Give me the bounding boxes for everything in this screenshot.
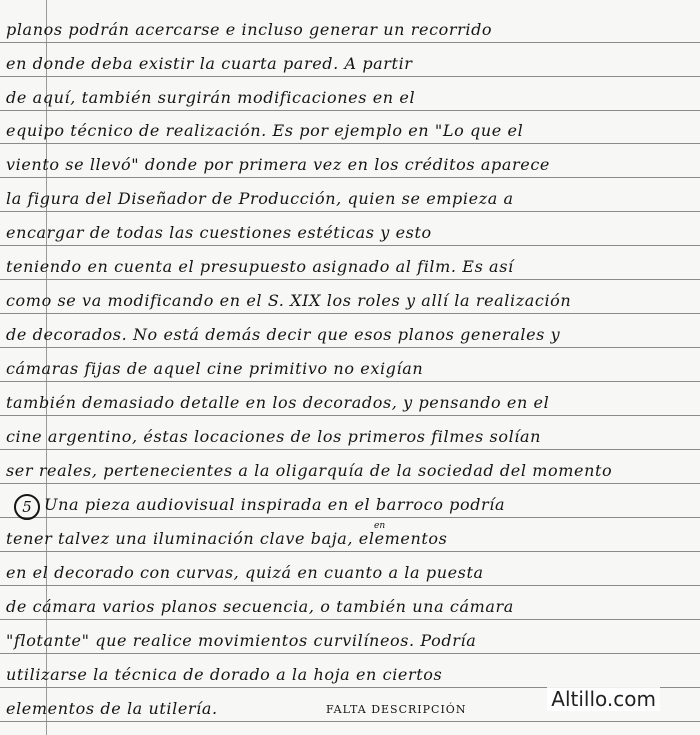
rule [0,211,700,212]
handwritten-line: tener talvez una iluminación clave baja, elementos [6,529,448,548]
handwritten-line: cámaras fijas de aquel cine primitivo no exigían [6,359,424,378]
rule [0,245,700,246]
rule [0,551,700,552]
rule [0,110,700,111]
rule [0,721,700,722]
handwritten-line: cine argentino, éstas locaciones de los primeros filmes solían [6,427,542,446]
rule [0,517,700,518]
handwritten-line: de aquí, también surgirán modificaciones en el [6,88,416,107]
rule [0,449,700,450]
inline-insertion-note: en [374,521,386,531]
rule [0,76,700,77]
handwritten-line: Una pieza audiovisual inspirada en el barroco podría [44,495,506,514]
handwritten-line: ser reales, pertenecientes a la oligarquía de la sociedad del momento [6,461,613,480]
rule [0,483,700,484]
rule [0,313,700,314]
handwritten-line: en el decorado con curvas, quizá en cuanto a la puesta [6,563,484,582]
question-number: 5 [14,494,40,520]
handwritten-line: como se va modificando en el S. XIX los roles y allí la realización [6,291,572,310]
handwritten-line: de decorados. No está demás decir que esos planos generales y [6,325,561,344]
handwritten-line: elementos de la utilería. [6,699,218,718]
rule [0,177,700,178]
rule [0,347,700,348]
rule [0,619,700,620]
teacher-correction-note: FALTA DESCRIPCIÓN [326,703,467,716]
watermark-logo: Altillo.com [547,687,660,711]
rule [0,653,700,654]
rule [0,279,700,280]
rule [0,381,700,382]
handwritten-line: encargar de todas las cuestiones estéticas y esto [6,223,432,242]
rule [0,143,700,144]
handwritten-line: de cámara varios planos secuencia, o también una cámara [6,597,514,616]
handwritten-line: viento se llevó" donde por primera vez en los créditos aparece [6,155,550,174]
rule [0,415,700,416]
handwritten-line: la figura del Diseñador de Producción, quien se empieza a [6,189,514,208]
handwritten-line: planos podrán acercarse e incluso generar un recorrido [6,20,493,39]
rule [0,585,700,586]
handwritten-line: en donde deba existir la cuarta pared. A partir [6,54,413,73]
handwritten-line: equipo técnico de realización. Es por ejemplo en "Lo que el [6,121,524,140]
handwritten-line: "flotante" que realice movimientos curvilíneos. Podría [6,631,477,650]
handwritten-line: también demasiado detalle en los decorados, y pensando en el [6,393,550,412]
handwritten-line: teniendo en cuenta el presupuesto asignado al film. Es así [6,257,514,276]
rule [0,42,700,43]
handwritten-line: utilizarse la técnica de dorado a la hoja en ciertos [6,665,443,684]
